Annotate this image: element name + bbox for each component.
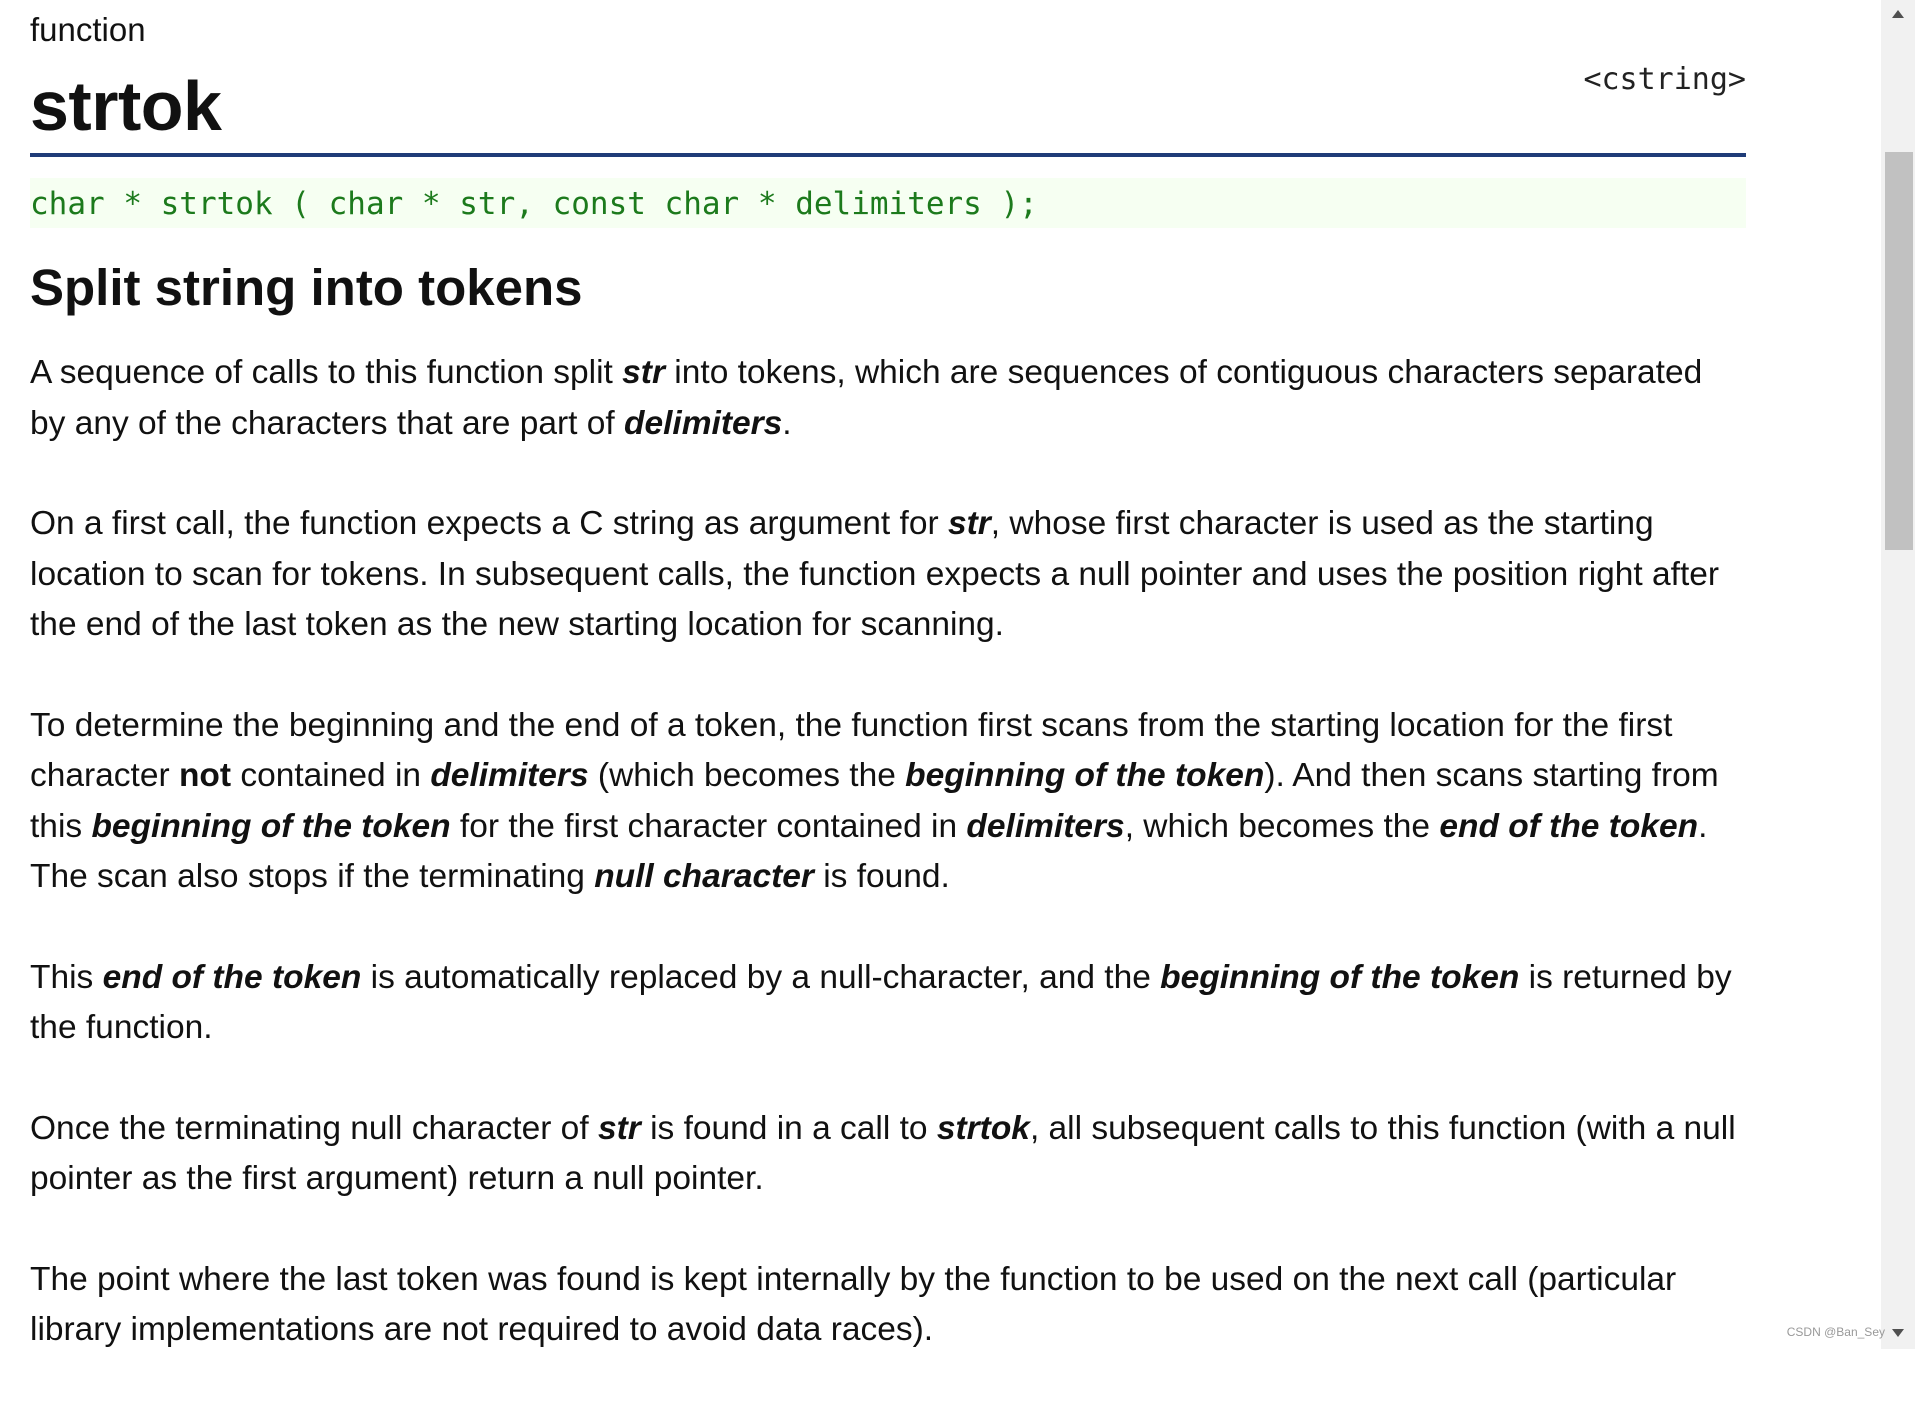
text: is found in a call to [641, 1110, 937, 1147]
text: A sequence of calls to this function split [30, 354, 622, 391]
scroll-down-arrow-icon[interactable] [1881, 1319, 1915, 1349]
text: , whose first character is used as the starting location to scan for tokens. In subsequent calls, the function expects a null pointer and uses the position right after the end of the last token as the new starting location for scanning. [30, 505, 1719, 643]
text: On a first call, the function expects a C string as argument for [30, 505, 948, 542]
term: end of the token [103, 959, 362, 996]
paragraph-1 [30, 348, 1746, 449]
paragraph-2 [30, 499, 1746, 651]
param-ref: delimiters [966, 808, 1124, 845]
term: null character [594, 858, 814, 895]
text: Once the terminating null character of [30, 1110, 598, 1147]
paragraph-5 [30, 1104, 1746, 1205]
entity-kind: function [30, 10, 146, 50]
text: contained in [231, 757, 430, 794]
function-name: strtok [30, 66, 221, 146]
text: into tokens, which are sequences of contiguous characters separated by any of the characters that are part of [30, 354, 1702, 442]
header-library: <cstring> [1583, 60, 1746, 100]
text: This [30, 959, 103, 996]
text: The point where the last token was found is kept internally by the function to be used on the next call (particular library implementations are not required to avoid data races). [30, 1261, 1676, 1349]
scroll-up-arrow-icon[interactable] [1881, 0, 1915, 30]
text: , all subsequent calls to this function (with a null pointer as the first argument) return a null pointer. [30, 1110, 1736, 1198]
text: . The scan also stops if the terminating [30, 808, 1707, 896]
text: for the first character contained in [451, 808, 967, 845]
text: , which becomes the [1125, 808, 1440, 845]
term: beginning of the token [905, 757, 1264, 794]
paragraph-4 [30, 953, 1746, 1054]
term: beginning of the token [91, 808, 450, 845]
param-ref: str [598, 1110, 641, 1147]
text: ). And then scans starting from this [30, 757, 1719, 845]
text: . [782, 405, 791, 442]
param-ref: delimiters [624, 405, 782, 442]
param-ref: str [622, 354, 665, 391]
paragraph-6 [30, 1255, 1746, 1356]
scrollbar-thumb[interactable] [1885, 152, 1913, 550]
term: end of the token [1439, 808, 1698, 845]
title-divider [30, 153, 1746, 157]
text: is found. [814, 858, 950, 895]
param-ref: delimiters [430, 757, 588, 794]
watermark: CSDN @Ban_Sey [1787, 1325, 1885, 1339]
function-summary: Split string into tokens [30, 258, 583, 318]
term: beginning of the token [1160, 959, 1519, 996]
text: (which becomes the [589, 757, 906, 794]
text: is returned by the function. [30, 959, 1732, 1047]
vertical-scrollbar[interactable] [1881, 0, 1915, 1349]
function-ref: strtok [937, 1110, 1030, 1147]
param-ref: str [948, 505, 991, 542]
emphasis: not [179, 757, 231, 794]
text: is automatically replaced by a null-character, and the [361, 959, 1160, 996]
function-prototype: char * strtok ( char * str, const char * delimiters ); [30, 178, 1746, 228]
description [30, 348, 1746, 1406]
text: To determine the beginning and the end of a token, the function first scans from the starting location for the first character [30, 707, 1672, 795]
paragraph-3 [30, 701, 1746, 903]
